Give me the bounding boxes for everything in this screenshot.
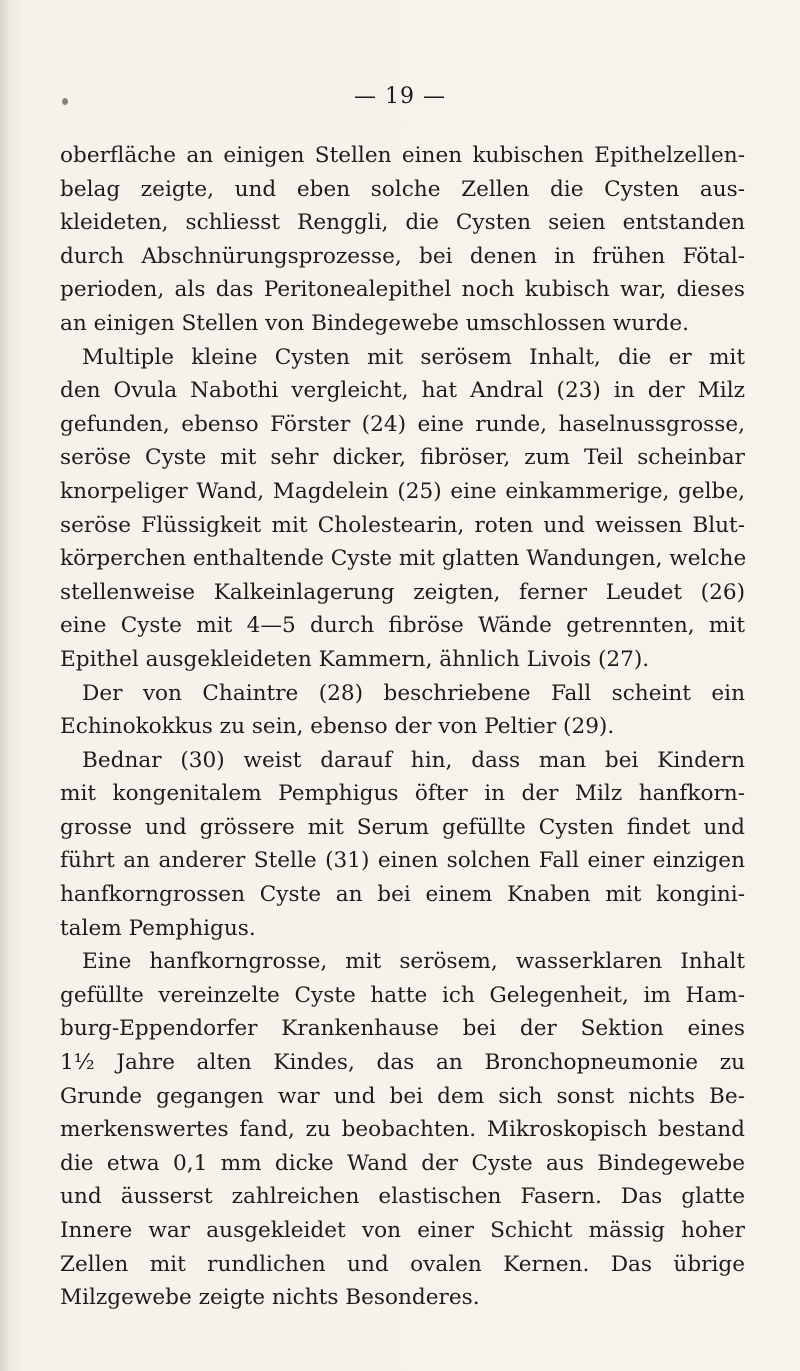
text-line: merkenswertes fand, zu beobachten. Mikroskopisch bestand [60,1117,745,1143]
text-line: Innere war ausgekleidet von einer Schicht mässig hoher [60,1218,745,1243]
paragraph [60,341,745,677]
text-line: eine Cyste mit 4—5 durch fibröse Wände getrennten, mit [60,613,745,639]
body-text [60,139,745,1315]
text-line: burg-Eppendorfer Krankenhause bei der Sektion eines [60,1016,745,1042]
text-line: mit kongenitalem Pemphigus öfter in der Milz hanfkorn- [60,781,745,807]
text-line: Eine hanfkorngrosse, mit serösem, wasserklaren Inhalt [82,949,745,975]
text-line: hanfkorngrossen Cyste an bei einem Knaben mit kongini- [60,882,745,908]
text-line: Der von Chaintre (28) beschriebene Fall scheint ein [82,680,745,706]
text-line: seröse Cyste mit sehr dicker, fibröser, zum Teil scheinbar [60,445,745,471]
text-line: belag zeigte, und eben solche Zellen die Cysten aus- [60,176,745,202]
paragraph [60,139,745,341]
text-line: Grunde gegangen war und bei dem sich sonst nichts Be- [60,1083,745,1109]
text-line: kleideten, schliesst Renggli, die Cysten seien entstanden [60,210,745,236]
page-number: — 19 — [354,84,446,109]
text-line: knorpeliger Wand, Magdelein (25) eine einkammerige, gelbe, [60,478,745,504]
text-line: durch Abschnürungsprozesse, bei denen in frühen Fötal- [60,243,745,269]
text-line: gefüllte vereinzelte Cyste hatte ich Gelegenheit, im Ham- [60,982,745,1008]
text-line: stellenweise Kalkeinlagerung zeigten, ferner Leudet (26) [60,579,745,605]
text-line: Echinokokkus zu sein, ebenso der von Peltier (29). [60,714,615,740]
text-line: oberfläche an einigen Stellen einen kubischen Epithelzellen- [60,143,745,168]
text-line: körperchen enthaltende Cyste mit glatten Wandungen, welche [60,546,747,572]
text-line: an einigen Stellen von Bindegewebe umschlossen wurde. [60,310,689,336]
text-line: 1½ Jahre alten Kindes, das an Bronchopneumonie zu [60,1050,745,1076]
text-line: grosse und grössere mit Serum gefüllte Cysten findet und [60,814,745,840]
text-line: seröse Flüssigkeit mit Cholestearin, roten und weissen Blut- [60,512,745,538]
text-line: Bednar (30) weist darauf hin, dass man bei Kindern [82,747,745,773]
text-line: Zellen mit rundlichen und ovalen Kernen. Das übrige [60,1251,745,1277]
paragraph [60,744,745,946]
text-line: Milzgewebe zeigte nichts Besonderes. [60,1285,480,1311]
text-line: führt an anderer Stelle (31) einen solchen Fall einer einzigen [60,848,745,874]
text-line: gefunden, ebenso Förster (24) eine runde, haselnussgrosse, [60,411,745,437]
text-line: talem Pemphigus. [60,915,256,941]
text-line: den Ovula Nabothi vergleicht, hat Andral (23) in der Milz [60,378,745,404]
text-line: Epithel ausgekleideten Kammern, ähnlich Livois (27). [60,646,650,672]
paragraph [60,945,745,1315]
text-line: die etwa 0,1 mm dicke Wand der Cyste aus Bindegewebe [60,1150,745,1176]
paragraph [60,677,745,744]
text-line: und äusserst zahlreichen elastischen Fasern. Das glatte [60,1184,745,1210]
text-line: Multiple kleine Cysten mit serösem Inhalt, die er mit [82,344,745,370]
text-line: perioden, als das Peritonealepithel noch kubisch war, dieses [60,277,745,303]
